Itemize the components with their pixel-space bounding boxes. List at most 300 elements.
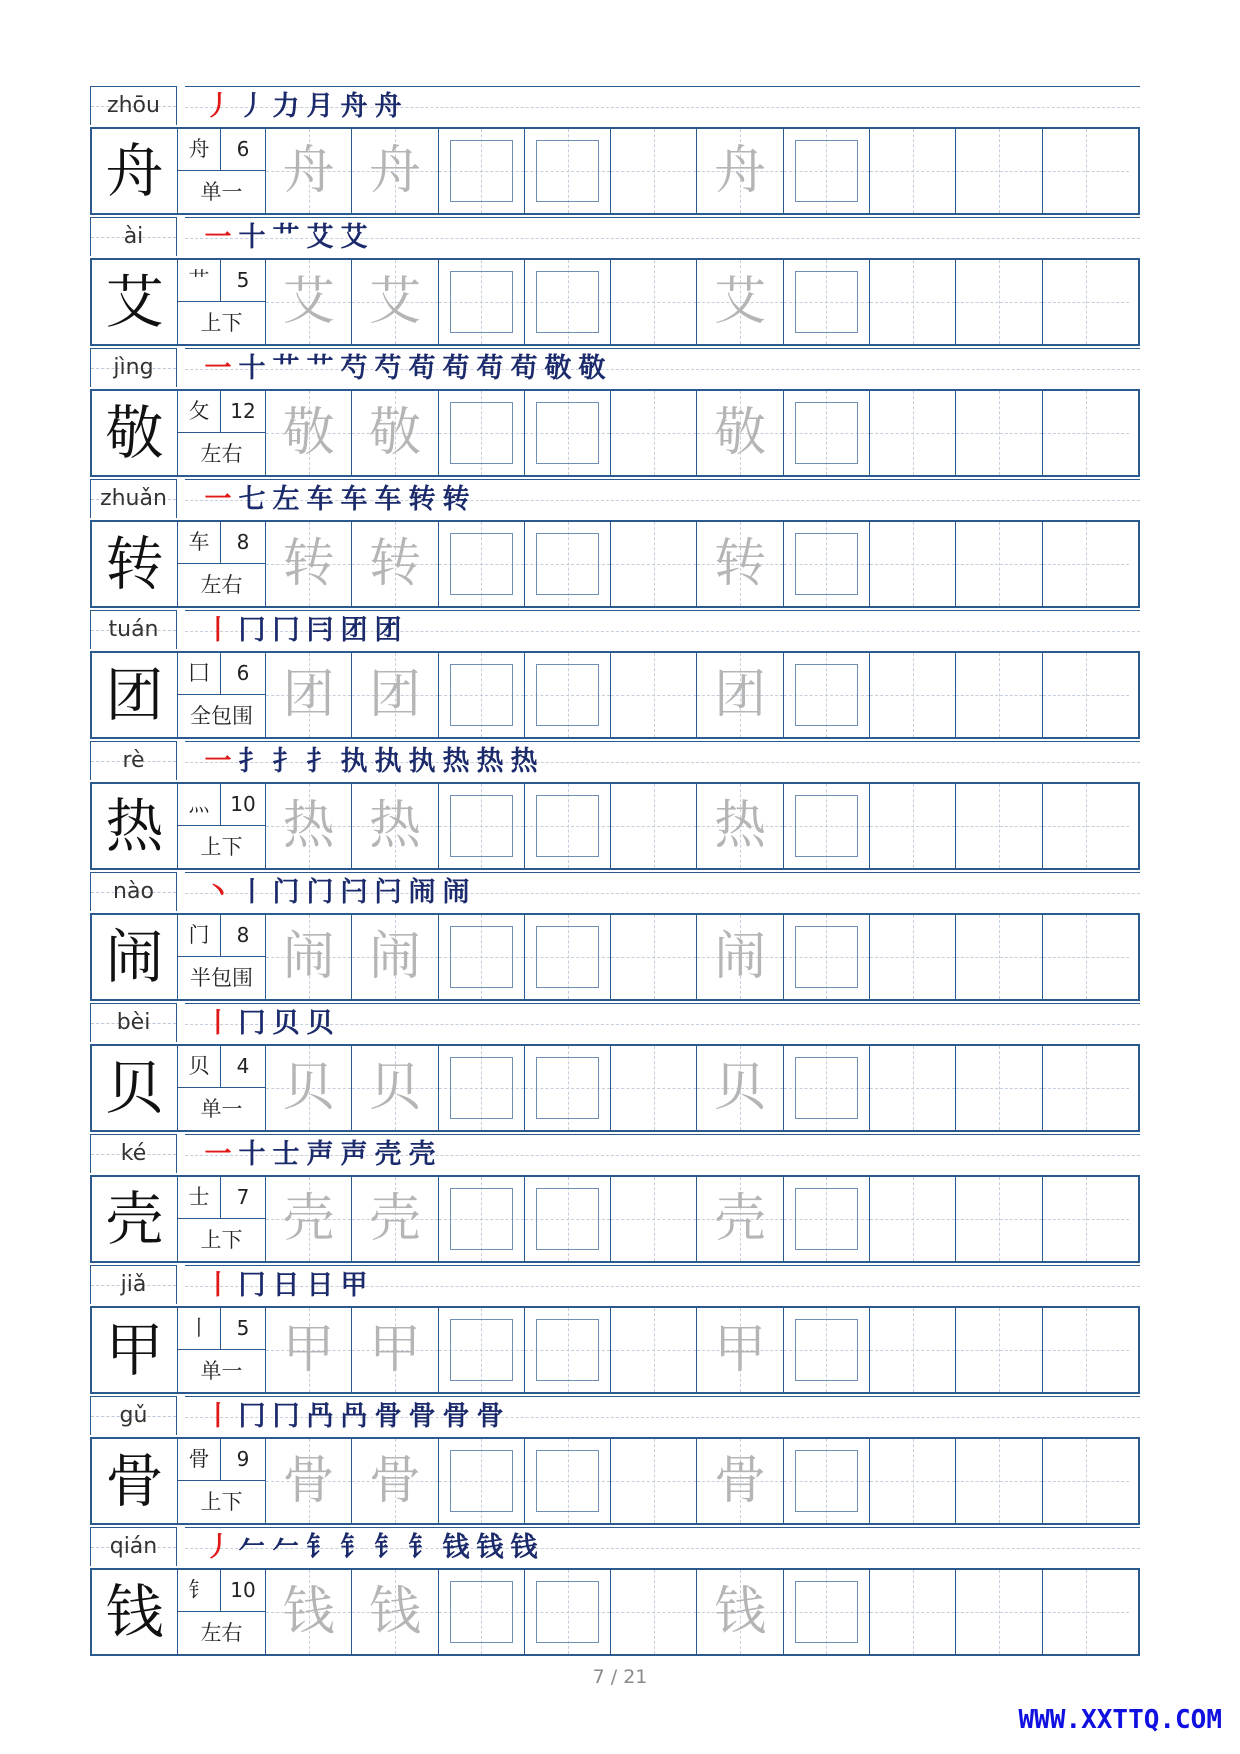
trace-cell[interactable]	[352, 1439, 438, 1523]
stroke-step: 门	[272, 877, 300, 908]
practice-cell[interactable]	[1043, 1177, 1129, 1261]
practice-cell[interactable]	[870, 522, 956, 606]
trace-cell[interactable]	[697, 391, 783, 475]
practice-cell[interactable]	[956, 522, 1042, 606]
stroke-step: 执	[340, 746, 368, 777]
model-character: 甲	[92, 1308, 178, 1392]
boxed-practice-cell[interactable]	[784, 260, 870, 344]
writing-row	[90, 1175, 1140, 1263]
stroke-step: 闩	[340, 877, 368, 908]
boxed-practice-cell[interactable]	[784, 1177, 870, 1261]
pinyin-text: nào	[113, 879, 154, 904]
stroke-step: 贝	[306, 1008, 334, 1039]
radical: 舟	[178, 129, 221, 171]
trace-cell[interactable]	[266, 915, 352, 999]
practice-cell[interactable]	[611, 129, 697, 213]
writing-row	[90, 1306, 1140, 1394]
trace-cell[interactable]	[352, 1177, 438, 1261]
stroke-step: 执	[408, 746, 436, 777]
boxed-practice-cell[interactable]	[525, 1439, 611, 1523]
trace-cell[interactable]	[266, 1439, 352, 1523]
stroke-step: 舟	[374, 91, 402, 122]
trace-cell[interactable]	[697, 260, 783, 344]
trace-cell[interactable]	[352, 1046, 438, 1130]
radical: 骨	[178, 1439, 221, 1481]
structure: 左右	[200, 573, 243, 597]
practice-cell[interactable]	[1043, 129, 1129, 213]
practice-cell[interactable]	[956, 915, 1042, 999]
trace-cell[interactable]	[697, 129, 783, 213]
trace-cell[interactable]	[697, 1308, 783, 1392]
trace-cell[interactable]	[352, 391, 438, 475]
boxed-practice-cell[interactable]	[525, 1046, 611, 1130]
character-block	[90, 1134, 1140, 1265]
trace-cell[interactable]	[697, 1439, 783, 1523]
trace-character: 贝	[282, 1058, 335, 1118]
stroke-step: 钱	[442, 1532, 470, 1563]
character-info	[178, 260, 266, 344]
writing-row	[90, 651, 1140, 739]
pinyin-box	[90, 1527, 177, 1566]
trace-cell[interactable]	[266, 391, 352, 475]
trace-character: 舟	[282, 141, 335, 201]
model-character: 壳	[92, 1177, 178, 1261]
inner-box	[450, 795, 513, 857]
practice-cell[interactable]	[611, 1177, 697, 1261]
character-info	[178, 391, 266, 475]
trace-cell[interactable]	[352, 522, 438, 606]
stroke-step: 冂	[272, 615, 300, 646]
stroke-step: 芍	[374, 353, 402, 384]
boxed-practice-cell[interactable]	[525, 1177, 611, 1261]
trace-cell[interactable]	[266, 522, 352, 606]
practice-cell[interactable]	[956, 129, 1042, 213]
radical: 钅	[178, 1570, 221, 1612]
stroke-count: 10	[221, 1570, 265, 1612]
boxed-practice-cell[interactable]	[784, 391, 870, 475]
inner-box	[795, 140, 858, 202]
stroke-step: 艹	[272, 353, 300, 384]
character-info	[178, 1177, 266, 1261]
inner-box	[450, 1581, 513, 1643]
stroke-step: 丨	[204, 615, 232, 646]
boxed-practice-cell[interactable]	[525, 129, 611, 213]
pinyin-row	[90, 1527, 1140, 1568]
pinyin-box	[90, 741, 177, 780]
stroke-order-list	[203, 744, 539, 780]
boxed-practice-cell[interactable]	[439, 522, 525, 606]
stroke-count: 8	[221, 522, 265, 564]
practice-cell[interactable]	[1043, 522, 1129, 606]
boxed-practice-cell[interactable]	[439, 1046, 525, 1130]
stroke-step: 舟	[340, 91, 368, 122]
practice-cell[interactable]	[956, 1308, 1042, 1392]
inner-box	[450, 140, 513, 202]
trace-character: 壳	[282, 1189, 335, 1249]
stroke-step: 扌	[238, 746, 266, 777]
stroke-count: 7	[221, 1177, 265, 1219]
boxed-practice-cell[interactable]	[784, 1046, 870, 1130]
inner-box	[536, 271, 599, 333]
model-character: 骨	[92, 1439, 178, 1523]
stroke-step: 声	[306, 1139, 334, 1170]
stroke-step: 丨	[238, 877, 266, 908]
practice-cell[interactable]	[611, 1439, 697, 1523]
inner-box	[795, 402, 858, 464]
boxed-practice-cell[interactable]	[439, 784, 525, 868]
boxed-practice-cell[interactable]	[784, 653, 870, 737]
stroke-step: 车	[340, 484, 368, 515]
trace-character: 热	[714, 796, 767, 856]
inner-box	[795, 1057, 858, 1119]
stroke-step: 扌	[306, 746, 334, 777]
stroke-step: 𠂉	[272, 1532, 300, 1563]
radical: 艹	[178, 260, 221, 302]
structure: 单一	[200, 1359, 243, 1383]
trace-cell[interactable]	[352, 1570, 438, 1654]
practice-cell[interactable]	[611, 522, 697, 606]
trace-character: 闹	[282, 927, 335, 987]
radical: 门	[178, 915, 221, 957]
stroke-step: 闹	[442, 877, 470, 908]
boxed-practice-cell[interactable]	[784, 784, 870, 868]
trace-cell[interactable]	[697, 522, 783, 606]
stroke-count: 5	[221, 260, 265, 302]
stroke-count: 8	[221, 915, 265, 957]
stroke-step: 𠂉	[238, 1532, 266, 1563]
trace-character: 热	[282, 796, 335, 856]
stroke-count: 10	[221, 784, 265, 826]
boxed-practice-cell[interactable]	[439, 260, 525, 344]
boxed-practice-cell[interactable]	[525, 522, 611, 606]
practice-cell[interactable]	[956, 391, 1042, 475]
stroke-count: 6	[221, 129, 265, 171]
trace-cell[interactable]	[352, 915, 438, 999]
stroke-step: 苟	[476, 353, 504, 384]
practice-cell[interactable]	[611, 653, 697, 737]
stroke-step: 壳	[374, 1139, 402, 1170]
stroke-order	[185, 1527, 1140, 1567]
stroke-order-list	[203, 1399, 505, 1435]
stroke-step: 敬	[578, 353, 606, 384]
radical: 囗	[178, 653, 221, 695]
trace-cell[interactable]	[697, 653, 783, 737]
trace-character: 舟	[714, 141, 767, 201]
trace-cell[interactable]	[266, 1570, 352, 1654]
stroke-step: 艹	[272, 222, 300, 253]
stroke-step: 团	[340, 615, 368, 646]
character-info	[178, 1439, 266, 1523]
boxed-practice-cell[interactable]	[784, 1308, 870, 1392]
model-character: 贝	[92, 1046, 178, 1130]
boxed-practice-cell[interactable]	[439, 1308, 525, 1392]
pinyin-text: jìng	[113, 355, 154, 380]
trace-cell[interactable]	[266, 653, 352, 737]
practice-cell[interactable]	[1043, 1046, 1129, 1130]
trace-cell[interactable]	[697, 915, 783, 999]
stroke-step: 冎	[306, 1401, 334, 1432]
boxed-practice-cell[interactable]	[439, 1177, 525, 1261]
boxed-practice-cell[interactable]	[439, 129, 525, 213]
practice-cell[interactable]	[870, 1177, 956, 1261]
stroke-step: 骨	[476, 1401, 504, 1432]
pinyin-row	[90, 1134, 1140, 1175]
pinyin-text: ài	[123, 224, 144, 249]
pinyin-text: bèi	[116, 1010, 151, 1035]
practice-cell[interactable]	[611, 260, 697, 344]
stroke-step: 甲	[340, 1270, 368, 1301]
stroke-order	[185, 479, 1140, 519]
trace-cell[interactable]	[352, 653, 438, 737]
stroke-step: 冃	[306, 615, 334, 646]
trace-character: 钱	[282, 1582, 335, 1642]
stroke-order	[185, 610, 1140, 650]
pinyin-box	[90, 610, 177, 649]
trace-cell[interactable]	[697, 1046, 783, 1130]
practice-cell[interactable]	[870, 653, 956, 737]
practice-cell[interactable]	[956, 1046, 1042, 1130]
stroke-step: 热	[510, 746, 538, 777]
model-character: 钱	[92, 1570, 178, 1654]
boxed-practice-cell[interactable]	[784, 129, 870, 213]
practice-cell[interactable]	[611, 1308, 697, 1392]
inner-box	[536, 1188, 599, 1250]
practice-cell[interactable]	[1043, 1308, 1129, 1392]
radical: 士	[178, 1177, 221, 1219]
stroke-step: 丶	[204, 877, 232, 908]
practice-cell[interactable]	[870, 915, 956, 999]
stroke-step: 冂	[238, 615, 266, 646]
stroke-step: 热	[442, 746, 470, 777]
stroke-order-list	[203, 351, 607, 387]
stroke-step: 转	[442, 484, 470, 515]
boxed-practice-cell[interactable]	[525, 653, 611, 737]
character-block	[90, 872, 1140, 1003]
practice-cell[interactable]	[956, 1570, 1042, 1654]
pinyin-row	[90, 1003, 1140, 1044]
boxed-practice-cell[interactable]	[439, 653, 525, 737]
pinyin-text: zhuǎn	[100, 486, 167, 511]
stroke-step: 艹	[306, 353, 334, 384]
character-info	[178, 1308, 266, 1392]
stroke-step: 苟	[510, 353, 538, 384]
stroke-step: 艾	[340, 222, 368, 253]
trace-cell[interactable]	[266, 1046, 352, 1130]
boxed-practice-cell[interactable]	[525, 391, 611, 475]
trace-cell[interactable]	[352, 784, 438, 868]
character-block	[90, 479, 1140, 610]
practice-cell[interactable]	[870, 129, 956, 213]
pinyin-text: tuán	[108, 617, 159, 642]
stroke-step: 左	[272, 484, 300, 515]
pinyin-row	[90, 86, 1140, 127]
inner-box	[795, 1188, 858, 1250]
pinyin-text: jiǎ	[120, 1272, 147, 1297]
stroke-order	[185, 1265, 1140, 1305]
trace-cell[interactable]	[697, 1177, 783, 1261]
inner-box	[795, 1450, 858, 1512]
practice-cell[interactable]	[956, 1439, 1042, 1523]
boxed-practice-cell[interactable]	[525, 915, 611, 999]
trace-cell[interactable]	[266, 1308, 352, 1392]
boxed-practice-cell[interactable]	[784, 1570, 870, 1654]
practice-cell[interactable]	[870, 1308, 956, 1392]
stroke-step: 贝	[272, 1008, 300, 1039]
practice-cell[interactable]	[956, 1177, 1042, 1261]
inner-box	[450, 402, 513, 464]
pinyin-row	[90, 1396, 1140, 1437]
inner-box	[450, 664, 513, 726]
boxed-practice-cell[interactable]	[525, 1570, 611, 1654]
practice-cell[interactable]	[956, 653, 1042, 737]
practice-cell[interactable]	[611, 915, 697, 999]
stroke-step: 热	[476, 746, 504, 777]
trace-character: 闹	[714, 927, 767, 987]
stroke-order-list	[203, 89, 403, 125]
boxed-practice-cell[interactable]	[525, 1308, 611, 1392]
stroke-order-list	[203, 875, 471, 911]
trace-cell[interactable]	[697, 1570, 783, 1654]
boxed-practice-cell[interactable]	[439, 915, 525, 999]
trace-character: 甲	[282, 1320, 335, 1380]
pinyin-box	[90, 1396, 177, 1435]
stroke-step: 丨	[204, 1270, 232, 1301]
practice-cell[interactable]	[1043, 260, 1129, 344]
inner-box	[536, 1057, 599, 1119]
radical: 丨	[178, 1308, 221, 1350]
trace-cell[interactable]	[352, 1308, 438, 1392]
practice-cell[interactable]	[956, 784, 1042, 868]
practice-cell[interactable]	[870, 391, 956, 475]
stroke-count: 6	[221, 653, 265, 695]
stroke-step: 壳	[408, 1139, 436, 1170]
stroke-order	[185, 1396, 1140, 1436]
trace-character: 艾	[714, 272, 767, 332]
stroke-order-list	[203, 1530, 539, 1566]
model-character: 闹	[92, 915, 178, 999]
inner-box	[536, 1581, 599, 1643]
boxed-practice-cell[interactable]	[525, 260, 611, 344]
trace-cell[interactable]	[697, 784, 783, 868]
stroke-order	[185, 872, 1140, 912]
pinyin-text: gǔ	[119, 1403, 148, 1428]
practice-cell[interactable]	[870, 1570, 956, 1654]
stroke-order-list	[203, 1137, 437, 1173]
pinyin-row	[90, 217, 1140, 258]
practice-cell[interactable]	[870, 260, 956, 344]
practice-cell[interactable]	[1043, 784, 1129, 868]
stroke-step: 钅	[408, 1532, 436, 1563]
trace-character: 骨	[714, 1451, 767, 1511]
stroke-step: 车	[306, 484, 334, 515]
trace-cell[interactable]	[266, 1177, 352, 1261]
practice-cell[interactable]	[870, 784, 956, 868]
pinyin-text: ké	[120, 1141, 147, 1166]
writing-row	[90, 258, 1140, 346]
practice-cell[interactable]	[1043, 1570, 1129, 1654]
practice-cell[interactable]	[611, 1570, 697, 1654]
stroke-step: 日	[272, 1270, 300, 1301]
writing-row	[90, 1437, 1140, 1525]
structure: 单一	[200, 180, 243, 204]
inner-box	[795, 926, 858, 988]
practice-cell[interactable]	[870, 1439, 956, 1523]
trace-cell[interactable]	[266, 784, 352, 868]
stroke-step: 闩	[374, 877, 402, 908]
model-character: 团	[92, 653, 178, 737]
practice-cell[interactable]	[1043, 1439, 1129, 1523]
stroke-step: 闹	[408, 877, 436, 908]
trace-character: 团	[714, 665, 767, 725]
boxed-practice-cell[interactable]	[525, 784, 611, 868]
pinyin-box	[90, 1134, 177, 1173]
pinyin-row	[90, 872, 1140, 913]
stroke-step: 冂	[238, 1270, 266, 1301]
character-block	[90, 1527, 1140, 1658]
trace-cell[interactable]	[266, 260, 352, 344]
pinyin-row	[90, 610, 1140, 651]
structure: 左右	[200, 442, 243, 466]
stroke-step: 冎	[340, 1401, 368, 1432]
boxed-practice-cell[interactable]	[439, 1439, 525, 1523]
trace-character: 艾	[282, 272, 335, 332]
structure: 上下	[200, 835, 243, 859]
trace-character: 团	[368, 665, 421, 725]
stroke-step: 苟	[408, 353, 436, 384]
practice-cell[interactable]	[611, 784, 697, 868]
character-block	[90, 217, 1140, 348]
pinyin-text: rè	[122, 748, 145, 773]
model-character: 热	[92, 784, 178, 868]
inner-box	[795, 1581, 858, 1643]
structure: 全包围	[190, 704, 253, 728]
stroke-step: 声	[340, 1139, 368, 1170]
pinyin-box	[90, 479, 177, 518]
stroke-step: 十	[238, 353, 266, 384]
boxed-practice-cell[interactable]	[439, 1570, 525, 1654]
pinyin-text: zhōu	[107, 93, 160, 118]
practice-cell[interactable]	[1043, 653, 1129, 737]
trace-character: 壳	[368, 1189, 421, 1249]
stroke-step: 执	[374, 746, 402, 777]
inner-box	[536, 926, 599, 988]
practice-cell[interactable]	[611, 1046, 697, 1130]
pinyin-box	[90, 86, 177, 125]
character-block	[90, 348, 1140, 479]
practice-cell[interactable]	[1043, 915, 1129, 999]
practice-cell[interactable]	[1043, 391, 1129, 475]
boxed-practice-cell[interactable]	[439, 391, 525, 475]
trace-character: 敬	[282, 403, 335, 463]
trace-cell[interactable]	[352, 260, 438, 344]
practice-cell[interactable]	[870, 1046, 956, 1130]
character-info	[178, 653, 266, 737]
writing-row	[90, 1568, 1140, 1656]
trace-cell[interactable]	[266, 129, 352, 213]
trace-character: 甲	[714, 1320, 767, 1380]
practice-cell[interactable]	[956, 260, 1042, 344]
trace-cell[interactable]	[352, 129, 438, 213]
boxed-practice-cell[interactable]	[784, 1439, 870, 1523]
boxed-practice-cell[interactable]	[784, 915, 870, 999]
pinyin-row	[90, 741, 1140, 782]
writing-row	[90, 1044, 1140, 1132]
boxed-practice-cell[interactable]	[784, 522, 870, 606]
practice-cell[interactable]	[611, 391, 697, 475]
stroke-order-list	[203, 482, 471, 518]
inner-box	[450, 926, 513, 988]
stroke-step: 钅	[340, 1532, 368, 1563]
